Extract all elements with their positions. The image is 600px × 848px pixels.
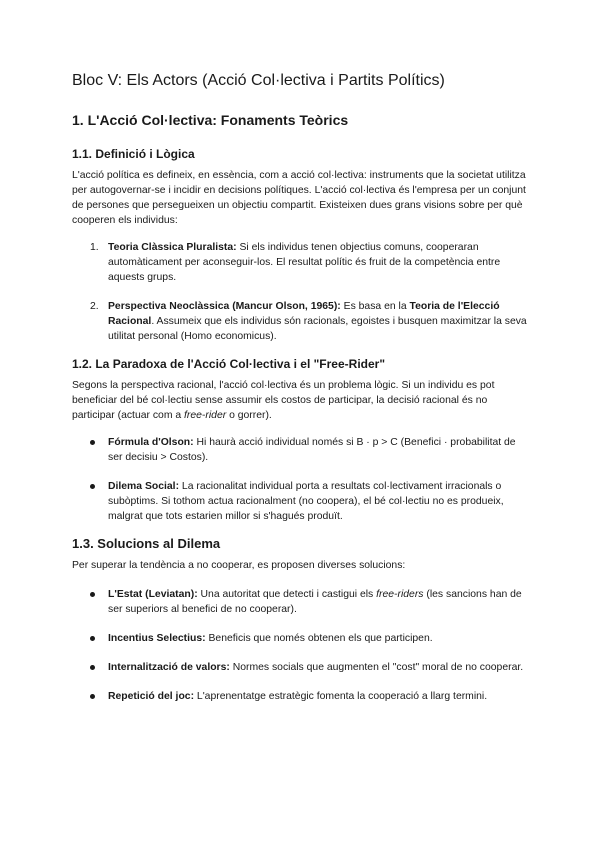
term-text: Si els individus tenen objectius comuns, cooperaran automàticament per aconseguir-los. El resultat polític és fruit de la competència entre aquests grups.	[108, 242, 501, 283]
term-text: Es basa en la	[340, 301, 410, 312]
section-1-1-heading: 1.1. Definició i Lògica	[72, 147, 195, 161]
bullet-icon	[90, 592, 95, 597]
list-item	[72, 689, 532, 704]
term-label: Internalització de valors:	[108, 662, 230, 673]
bullet-list-solutions	[72, 587, 532, 704]
list-item	[72, 435, 532, 465]
term-label: L'Estat (Leviatan):	[108, 589, 198, 600]
bullet-icon	[90, 636, 95, 641]
bullet-list-paradox	[72, 435, 532, 524]
section-1-3-paragraph: Per superar la tendència a no cooperar, es proposen diverses solucions:	[72, 560, 406, 571]
section-1-2-heading: 1.2. La Paradoxa de l'Acció Col·lectiva i el "Free-Rider"	[72, 357, 386, 371]
list-item	[72, 631, 532, 646]
section-1-2-paragraph	[72, 378, 532, 423]
list-number: 2.	[90, 301, 99, 312]
list-number: 1.	[90, 242, 99, 253]
document-title: Bloc V: Els Actors (Acció Col·lectiva i Partits Polítics)	[72, 72, 445, 89]
term-text: Beneficis que només obtenen els que participen.	[205, 633, 433, 644]
section-1-1-paragraph: L'acció política es defineix, en essència, com a acció col·lectiva: instruments que la societat utilitza per autogovernar-se i incidir en decisions polítiques. L'acció col·lectiva és l'empresa per un conjunt de persones que persegueixen un objectiu compartit. Existeixen dues grans visions sobre per què cooperen els individus:	[72, 170, 526, 226]
paragraph-text: Segons la perspectiva racional, l'acció col·lectiva és un problema lògic. Si un individu es pot beneficiar del bé col·lectiu sense assumir els costos de participar, la decisió racional és no participar (actuar com a	[72, 380, 495, 421]
term-label: Fórmula d'Olson:	[108, 437, 194, 448]
term-label: Repetició del joc:	[108, 691, 195, 702]
term-text: Una autoritat que detecti i castigui els	[197, 589, 377, 600]
term-label: Teoria Clàssica Pluralista:	[108, 242, 237, 253]
bullet-icon	[90, 694, 95, 699]
term-text: L'aprenentatge estratègic fomenta la cooperació a llarg termini.	[194, 691, 488, 702]
section-1-heading: 1. L'Acció Col·lectiva: Fonaments Teòrics	[72, 112, 349, 128]
section-1-3-heading: 1.3. Solucions al Dilema	[72, 536, 221, 551]
numbered-list-visions	[72, 240, 532, 344]
term-emphasis: Teoria de l'Elecció Racional	[108, 301, 500, 327]
list-item	[72, 479, 532, 524]
term-text: (les sancions han de ser superiors al benefici de no cooperar).	[108, 589, 522, 615]
list-item	[72, 587, 532, 617]
list-item	[72, 660, 532, 675]
bullet-icon	[90, 484, 95, 489]
bullet-icon	[90, 665, 95, 670]
term-label: Dilema Social:	[108, 481, 180, 492]
term-text: Normes socials que augmenten el "cost" moral de no cooperar.	[229, 662, 524, 673]
list-item	[72, 299, 532, 344]
term-label: Incentius Selectius:	[108, 633, 206, 644]
bullet-icon	[90, 440, 95, 445]
document-content	[72, 70, 532, 718]
term-text: Hi haurà acció individual només si B · p > C (Benefici · probabilitat de ser decisiu > Costos).	[108, 437, 516, 463]
term-text: La racionalitat individual porta a resultats col·lectivament irracionals o subòptims. Si tothom actua racionalment (no coopera), el bé col·lectiu no es produeix, malgrat que tots estarien millor si s'hagués produït.	[108, 481, 504, 522]
term-text: . Assumeix que els individus són racionals, egoistes i busquen maximitzar la seva utilitat personal (Homo economicus).	[108, 316, 527, 342]
italic-term: free-riders	[376, 589, 424, 600]
paragraph-text: o gorrer).	[226, 410, 272, 421]
term-label: Perspectiva Neoclàssica (Mancur Olson, 1965):	[108, 301, 341, 312]
list-item	[72, 240, 532, 285]
italic-term: free-rider	[184, 410, 227, 421]
